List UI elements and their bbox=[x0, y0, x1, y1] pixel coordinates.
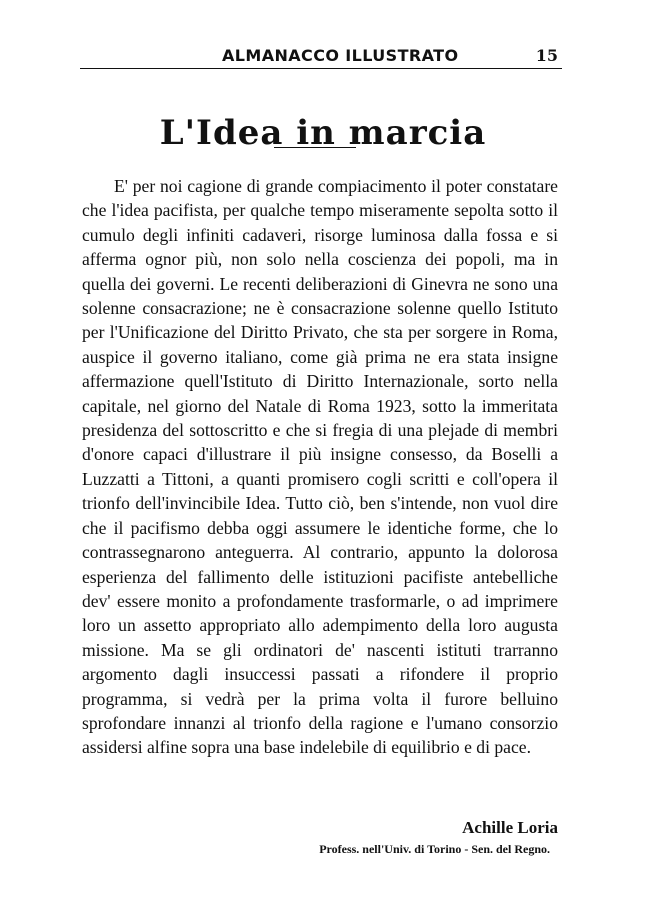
page-number: 15 bbox=[535, 46, 558, 65]
running-header bbox=[80, 40, 562, 69]
title-divider bbox=[274, 147, 356, 148]
author-title: Profess. nell'Univ. di Torino - Sen. del Regno. bbox=[319, 842, 550, 856]
author-name: Achille Loria bbox=[462, 818, 558, 837]
publication-title: ALMANACCO ILLUSTRATO bbox=[222, 46, 459, 65]
article-body: E' per noi cagione di grande compiacimento il poter constatare che l'idea pacifista, per qualche tempo miseramente sepolta sotto il cumulo degli infiniti cadaveri, risorge luminosa dalla fossa e si afferma ognor più, non solo nella coscienza dei popoli, ma in quella dei governi. Le recenti deliberazioni di Ginevra ne sono una solenne consacrazione; ne è consacrazione solenne quello Istituto per l'Unificazione del Diritto Privato, che sta per sorgere in Roma, auspice il governo italiano, come già prima ne era stata insigne affermazione quell'Istituto di Diritto Internazionale, sorto nella capitale, nel giorno del Natale di Roma 1923, sotto la immeritata presidenza del sottoscritto e che si fregia di una plejade di membri d'onore capaci d'illustrare il più insigne consesso, da Boselli a Luzzatti a Tittoni, a quanti promisero cogli scritti e coll'opera il trionfo dell'invincibile Idea. Tutto ciò, ben s'intende, non vuol dire che il pacifismo debba oggi assumere le identiche forme, che lo contrassegnarono anteguerra. Al contrario, appunto la dolorosa esperienza del fallimento delle istituzioni pacifiste antebelliche dev' essere monito a profondamente trasformarle, o ad imprimere loro un assetto appropriato allo adempimento della loro augusta missione. Ma se gli ordinatori de' nascenti istituti trarranno argomento dagli insuccessi passati a rifondere il proprio programma, si vedrà per la prima volta il furore belluino sprofondare innanzi al trionfo della ragione e l'umano consorzio assidersi alfine sopra una base indelebile di equilibrio e di pace. bbox=[82, 176, 558, 758]
article-title: L'Idea in marcia bbox=[159, 112, 487, 153]
